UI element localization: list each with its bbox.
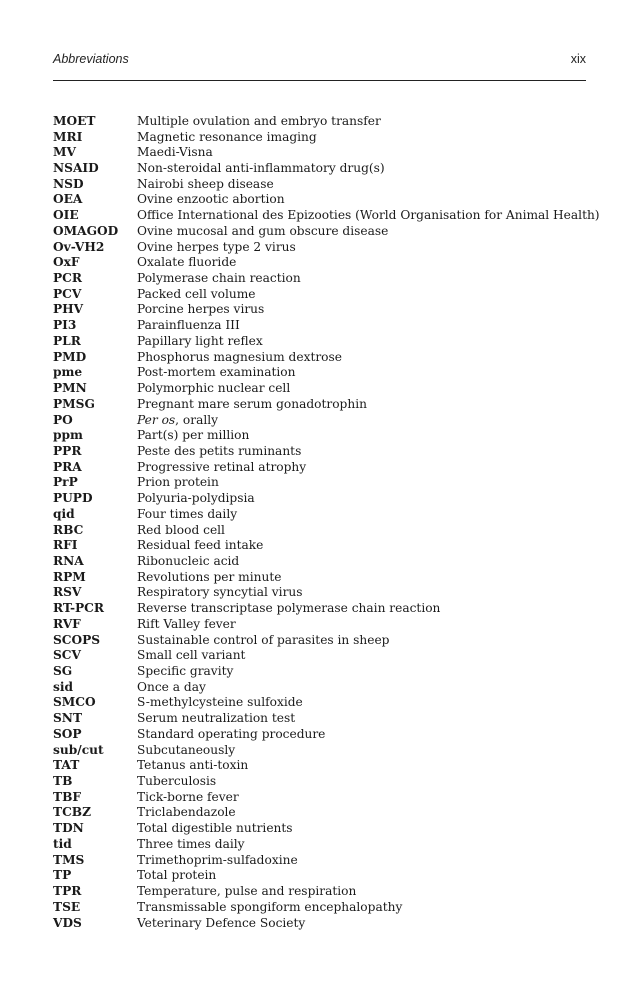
- abbreviation-definition: Revolutions per minute: [137, 569, 282, 584]
- abbreviation-entry: [53, 333, 586, 349]
- abbreviation-term: PPR: [53, 443, 82, 458]
- abbreviation-term: RFI: [53, 538, 78, 553]
- abbreviation-entry: [53, 459, 586, 475]
- abbreviation-definition: Phosphorus magnesium dextrose: [137, 349, 342, 364]
- abbreviation-term: RVF: [53, 616, 81, 631]
- abbreviation-term: Ov-VH2: [53, 239, 105, 254]
- abbreviation-definition: Temperature, pulse and respiration: [137, 884, 357, 899]
- abbreviation-definition: Tick-borne fever: [137, 789, 239, 804]
- abbreviation-definition: Pregnant mare serum gonadotrophin: [137, 396, 367, 411]
- abbreviation-definition: Red blood cell: [137, 522, 225, 537]
- header-divider: [53, 80, 586, 81]
- abbreviation-entry: [53, 757, 586, 773]
- abbreviation-entry: [53, 632, 586, 648]
- abbreviation-definition: Tetanus anti-toxin: [137, 758, 249, 773]
- abbreviation-term: TMS: [53, 852, 85, 867]
- abbreviation-definition: Ribonucleic acid: [137, 553, 240, 568]
- abbreviation-entry: [53, 710, 586, 726]
- abbreviation-definition: Respiratory syncytial virus: [137, 585, 303, 600]
- abbreviation-term: TAT: [53, 758, 80, 773]
- abbreviation-entry: [53, 113, 586, 129]
- abbreviation-term: PMD: [53, 349, 87, 364]
- abbreviation-term: RNA: [53, 553, 84, 568]
- abbreviation-definition: Papillary light reflex: [137, 333, 263, 348]
- abbreviation-entry: [53, 286, 586, 302]
- abbreviation-entry: [53, 475, 586, 491]
- abbreviation-entry: [53, 600, 586, 616]
- abbreviation-term: tid: [53, 836, 72, 851]
- abbreviation-definition: S-methylcysteine sulfoxide: [137, 695, 303, 710]
- abbreviation-term: NSAID: [53, 161, 99, 176]
- abbreviation-entry: [53, 852, 586, 868]
- abbreviation-term: PrP: [53, 475, 78, 490]
- page-header: [53, 52, 586, 72]
- abbreviation-term: RPM: [53, 569, 86, 584]
- abbreviation-entry: [53, 789, 586, 805]
- abbreviation-term: OxF: [53, 255, 80, 270]
- abbreviation-term: MRI: [53, 129, 83, 144]
- abbreviation-definition: Once a day: [137, 679, 206, 694]
- abbreviation-term: PUPD: [53, 491, 93, 506]
- abbreviation-term: sub/cut: [53, 742, 104, 757]
- abbreviation-definition: Polymerase chain reaction: [137, 271, 301, 286]
- abbreviation-entry: [53, 176, 586, 192]
- abbreviation-entry: [53, 427, 586, 443]
- abbreviation-entry: [53, 553, 586, 569]
- abbreviation-term: PO: [53, 412, 73, 427]
- abbreviation-definition: Multiple ovulation and embryo transfer: [137, 113, 381, 128]
- abbreviation-definition: Nairobi sheep disease: [137, 176, 274, 191]
- abbreviation-term: SNT: [53, 711, 83, 726]
- abbreviation-entry: [53, 663, 586, 679]
- abbreviation-definition: Ovine herpes type 2 virus: [137, 239, 296, 254]
- abbreviation-term: SG: [53, 664, 73, 679]
- abbreviation-term: PCR: [53, 271, 82, 286]
- abbreviation-definition: Oxalate fluoride: [137, 255, 237, 270]
- abbreviation-term: NSD: [53, 176, 84, 191]
- abbreviation-entry: [53, 302, 586, 318]
- abbreviation-definition: Office International des Epizooties (World Organisation for Animal Health): [137, 208, 600, 223]
- abbreviation-entry: [53, 160, 586, 176]
- abbreviation-term: TB: [53, 774, 73, 789]
- abbreviation-term: OMAGOD: [53, 223, 119, 238]
- abbreviation-definition: Polyuria-polydipsia: [137, 491, 255, 506]
- abbreviation-entry: [53, 647, 586, 663]
- running-head-title: Abbreviations: [53, 52, 129, 66]
- abbreviation-term: RT-PCR: [53, 601, 105, 616]
- abbreviation-entry: [53, 396, 586, 412]
- abbreviation-term: TDN: [53, 821, 84, 836]
- abbreviation-entry: [53, 836, 586, 852]
- abbreviation-entry: [53, 899, 586, 915]
- abbreviation-definition: Non-steroidal anti-inflammatory drug(s): [137, 161, 385, 176]
- abbreviation-definition: Four times daily: [137, 506, 238, 521]
- abbreviation-entry: [53, 695, 586, 711]
- abbreviation-entry: [53, 365, 586, 381]
- abbreviation-term: RSV: [53, 585, 82, 600]
- abbreviation-definition: Progressive retinal atrophy: [137, 459, 307, 474]
- abbreviation-term: PMSG: [53, 396, 95, 411]
- abbreviation-definition: [137, 413, 586, 427]
- abbreviation-entry: [53, 270, 586, 286]
- abbreviation-entry: [53, 915, 586, 931]
- abbreviation-entry: [53, 883, 586, 899]
- abbreviation-term: MV: [53, 145, 76, 160]
- abbreviation-definition: Transmissable spongiform encephalopathy: [137, 899, 403, 914]
- abbreviation-definition: Standard operating procedure: [137, 726, 326, 741]
- abbreviation-definition: Serum neutralization test: [137, 711, 296, 726]
- abbreviation-definition: Part(s) per million: [137, 428, 250, 443]
- abbreviation-entry: [53, 317, 586, 333]
- abbreviation-entry: [53, 773, 586, 789]
- abbreviation-definition: Magnetic resonance imaging: [137, 129, 317, 144]
- abbreviation-entry: [53, 679, 586, 695]
- abbreviation-entry: [53, 522, 586, 538]
- abbreviation-term: RBC: [53, 522, 84, 537]
- abbreviation-term: PCV: [53, 286, 82, 301]
- abbreviation-entry: [53, 569, 586, 585]
- abbreviation-term: PI3: [53, 318, 77, 333]
- abbreviation-term: VDS: [53, 915, 82, 930]
- abbreviation-list: [53, 113, 600, 930]
- abbreviation-definition: Tuberculosis: [137, 774, 217, 789]
- abbreviation-term: SOP: [53, 726, 82, 741]
- abbreviation-entry: [53, 820, 586, 836]
- page-number: xix: [570, 52, 586, 66]
- abbreviation-definition: Post-mortem examination: [137, 365, 296, 380]
- abbreviation-definition: Porcine herpes virus: [137, 302, 265, 317]
- abbreviation-entry: [53, 868, 586, 884]
- abbreviation-definition: Specific gravity: [137, 664, 234, 679]
- abbreviation-term: TBF: [53, 789, 82, 804]
- abbreviation-entry: [53, 585, 586, 601]
- abbreviation-term: TPR: [53, 884, 82, 899]
- abbreviation-term: qid: [53, 506, 75, 521]
- abbreviation-term: pme: [53, 365, 83, 380]
- abbreviation-definition: Total digestible nutrients: [137, 821, 293, 836]
- abbreviation-definition: Maedi-Visna: [137, 145, 213, 160]
- abbreviation-term: OEA: [53, 192, 83, 207]
- abbreviation-definition: Three times daily: [137, 836, 245, 851]
- abbreviation-definition: Triclabendazole: [137, 805, 236, 820]
- abbreviation-definition-rest: , orally: [175, 412, 219, 427]
- abbreviation-term: sid: [53, 679, 74, 694]
- abbreviation-definition: Packed cell volume: [137, 286, 256, 301]
- abbreviation-definition: Peste des petits ruminants: [137, 443, 302, 458]
- abbreviation-definition: Parainfluenza III: [137, 318, 240, 333]
- abbreviation-term: TSE: [53, 899, 81, 914]
- abbreviation-entry: [53, 742, 586, 758]
- abbreviation-definition: Reverse transcriptase polymerase chain reaction: [137, 601, 441, 616]
- abbreviation-definition: Total protein: [137, 868, 217, 883]
- abbreviation-entry: [53, 192, 586, 208]
- abbreviation-term: PLR: [53, 333, 81, 348]
- abbreviation-definition: Ovine enzootic abortion: [137, 192, 285, 207]
- abbreviation-definition: Small cell variant: [137, 648, 246, 663]
- abbreviation-entry: [53, 223, 586, 239]
- abbreviation-term: PMN: [53, 381, 87, 396]
- abbreviation-entry: [53, 726, 586, 742]
- abbreviation-definition: Sustainable control of parasites in sheep: [137, 632, 390, 647]
- abbreviation-term: PRA: [53, 459, 82, 474]
- abbreviation-term: OIE: [53, 208, 79, 223]
- abbreviation-term: SCV: [53, 648, 81, 663]
- abbreviation-entry: [53, 349, 586, 365]
- abbreviation-definition: Veterinary Defence Society: [137, 915, 306, 930]
- abbreviation-entry: [53, 490, 586, 506]
- abbreviation-definition: Trimethoprim-sulfadoxine: [137, 852, 298, 867]
- abbreviation-term: MOET: [53, 113, 96, 128]
- abbreviation-definition-italic: Per os: [137, 412, 176, 427]
- abbreviation-term: SMCO: [53, 695, 96, 710]
- abbreviation-definition: Prion protein: [137, 475, 219, 490]
- abbreviation-definition: Rift Valley fever: [137, 616, 236, 631]
- abbreviation-entry: [53, 207, 600, 223]
- abbreviation-term: TCBZ: [53, 805, 91, 820]
- abbreviation-entry: [53, 129, 586, 145]
- abbreviation-definition: Residual feed intake: [137, 538, 264, 553]
- abbreviation-definition: Subcutaneously: [137, 742, 236, 757]
- abbreviation-entry: [53, 254, 586, 270]
- abbreviation-entry: [53, 506, 586, 522]
- abbreviation-term: ppm: [53, 428, 83, 443]
- abbreviation-entry: [53, 380, 586, 396]
- abbreviation-term: PHV: [53, 302, 84, 317]
- abbreviation-term: TP: [53, 868, 72, 883]
- abbreviation-definition: Polymorphic nuclear cell: [137, 381, 291, 396]
- abbreviation-entry: [53, 537, 586, 553]
- abbreviation-term: SCOPS: [53, 632, 101, 647]
- abbreviation-entry: [53, 144, 586, 160]
- abbreviation-entry: [53, 805, 586, 821]
- abbreviation-definition: Ovine mucosal and gum obscure disease: [137, 223, 389, 238]
- abbreviation-entry: [53, 616, 586, 632]
- abbreviation-entry: [53, 412, 586, 428]
- abbreviation-entry: [53, 443, 586, 459]
- abbreviation-entry: [53, 239, 586, 255]
